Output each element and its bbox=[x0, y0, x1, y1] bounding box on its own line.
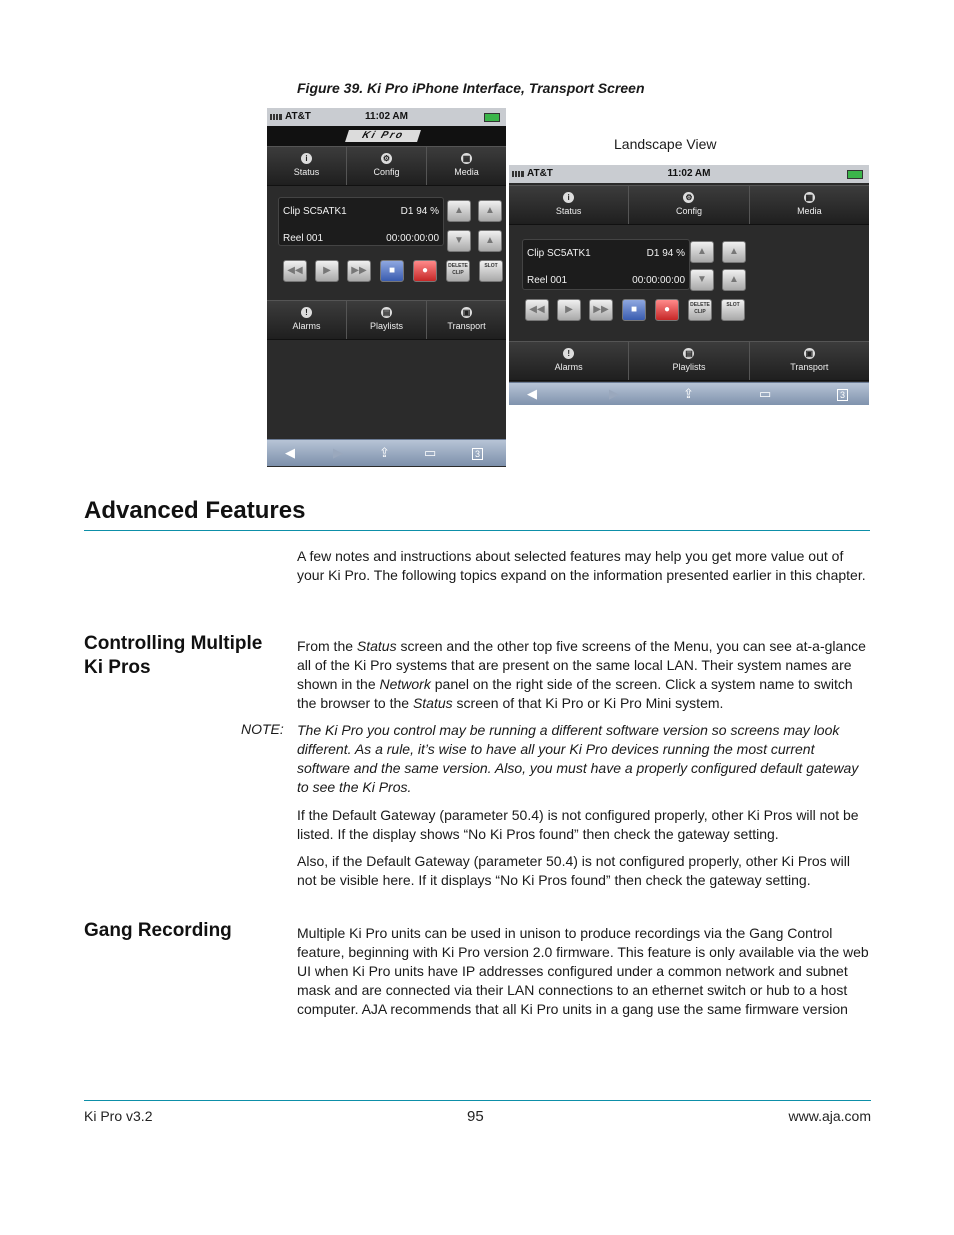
reel-up-button[interactable]: ▲ bbox=[722, 241, 746, 263]
gear-icon: ⚙ bbox=[685, 193, 693, 202]
clock-label: 11:02 AM bbox=[667, 168, 711, 179]
clip-info-panel bbox=[278, 197, 444, 246]
controlling-paragraph-2: If the Default Gateway (parameter 50.4) is not configured properly, other Ki Pros will not be listed. If the display shows “No Ki Pros found” then check the gateway setting. bbox=[297, 807, 859, 842]
landscape-view-label: Landscape View bbox=[614, 136, 717, 152]
back-icon[interactable]: ◀ bbox=[527, 386, 537, 401]
page-number: 95 bbox=[467, 1108, 484, 1125]
timecode: 00:00:00:00 bbox=[386, 233, 439, 244]
tab-alarms[interactable]: ! Alarms bbox=[509, 342, 629, 380]
controlling-paragraph-1: From the Status screen and the other top five screens of the Menu, you can see at-a-glance all of the Ki Pro systems that are present on the same local LAN. Their system names are shown in the Network panel on the right side of the screen. Click a system name to switch the browser to the Status screen of that Ki Pro or Ki Pro Mini system. bbox=[297, 638, 866, 711]
tabs-icon[interactable]: 3 bbox=[837, 389, 848, 401]
slot-button[interactable]: SLOT bbox=[721, 299, 745, 321]
clip-label: Clip bbox=[283, 206, 301, 217]
fast-forward-button[interactable]: ▶▶ bbox=[589, 299, 613, 321]
share-icon[interactable]: ⇪ bbox=[379, 445, 390, 460]
stop-button[interactable]: ■ bbox=[622, 299, 646, 321]
footer-website: www.aja.com bbox=[788, 1108, 871, 1124]
gang-recording-heading: Gang Recording bbox=[84, 920, 232, 941]
reel-value: 001 bbox=[550, 275, 568, 286]
reel-up-button-2[interactable]: ▲ bbox=[722, 269, 746, 291]
forward-icon[interactable]: ▶ bbox=[609, 386, 619, 401]
bookmarks-icon[interactable]: ▭ bbox=[424, 445, 437, 460]
play-button[interactable]: ▶ bbox=[315, 260, 339, 282]
rewind-button[interactable]: ◀◀ bbox=[283, 260, 307, 282]
gear-icon: ⚙ bbox=[382, 154, 391, 163]
safari-toolbar bbox=[267, 439, 506, 466]
warning-icon: ! bbox=[301, 307, 312, 318]
gang-recording-paragraph: Multiple Ki Pro units can be used in unison to produce recordings via the Gang Control feature, beginning with Ki Pro version 2.0 firmware. This feature is only available via the web UI when Ki Pro units have IP addresses configured under a common network and subnet mask and are connected via their LAN connections to an ethernet switch or hub to a host computer. AJA recommends that all Ki Pro units in a gang use the same firmware version bbox=[297, 925, 869, 1017]
clip-down-button[interactable]: ▼ bbox=[447, 230, 471, 252]
media-status: D1 94 % bbox=[400, 206, 439, 217]
ki-pro-logo: Ki Pro bbox=[345, 130, 421, 142]
bookmarks-icon[interactable]: ▭ bbox=[759, 386, 772, 401]
delete-clip-button[interactable]: DELETE CLIP bbox=[446, 260, 470, 282]
controlling-heading: Controlling Multiple Ki Pros bbox=[84, 633, 263, 678]
film-icon: ▤ bbox=[685, 349, 693, 358]
portrait-phone-screenshot bbox=[267, 108, 506, 467]
clip-down-button[interactable]: ▼ bbox=[690, 269, 714, 291]
clip-label: Clip bbox=[527, 248, 545, 259]
tab-alarms[interactable]: ! Alarms bbox=[267, 301, 347, 339]
logo-strip bbox=[267, 126, 506, 148]
rewind-button[interactable]: ◀◀ bbox=[525, 299, 549, 321]
section-title: Advanced Features bbox=[84, 497, 306, 524]
reel-up-button[interactable]: ▲ bbox=[478, 200, 502, 222]
landscape-phone-screenshot bbox=[509, 165, 869, 405]
media-status: D1 94 % bbox=[646, 248, 685, 259]
stop-button[interactable]: ■ bbox=[380, 260, 404, 282]
section-title-rule bbox=[84, 530, 870, 531]
back-icon[interactable]: ◀ bbox=[285, 445, 295, 460]
reel-value: 001 bbox=[306, 233, 324, 244]
note-text: The Ki Pro you control may be running a different software version so screens may look different. As a rule, it’s wise to have all your Ki Pro devices running the most current software and the same version. Also, you must have a properly configured default gateway to see the Ki Pros. bbox=[297, 722, 859, 795]
battery-icon bbox=[484, 113, 500, 122]
carrier-label: AT&T bbox=[527, 168, 553, 179]
reel-label: Reel bbox=[527, 275, 548, 286]
info-icon: i bbox=[563, 192, 574, 203]
clip-info-panel bbox=[522, 239, 690, 290]
record-button[interactable]: ● bbox=[655, 299, 679, 321]
warning-icon: ! bbox=[563, 348, 574, 359]
timecode: 00:00:00:00 bbox=[632, 275, 685, 286]
tab-playlists[interactable]: ▤ Playlists bbox=[629, 342, 749, 380]
forward-icon[interactable]: ▶ bbox=[333, 445, 343, 460]
clip-up-button[interactable]: ▲ bbox=[447, 200, 471, 222]
carrier-label: AT&T bbox=[285, 111, 311, 122]
controlling-paragraph-3: Also, if the Default Gateway (parameter 50.4) is not configured properly, other Ki Pros will not be visible here. If it displays “No Ki Pros found” then check the gateway setting. bbox=[297, 853, 850, 888]
play-button[interactable]: ▶ bbox=[557, 299, 581, 321]
top-tab-bar bbox=[267, 146, 506, 186]
safari-toolbar bbox=[509, 382, 869, 405]
bottom-tab-bar bbox=[267, 300, 506, 340]
intro-paragraph: A few notes and instructions about selected features may help you get more value out of your Ki Pro. The following topics expand on the information presented earlier in this chapter. bbox=[297, 548, 866, 583]
share-icon[interactable]: ⇪ bbox=[683, 386, 694, 401]
tabs-icon[interactable]: 3 bbox=[472, 448, 483, 460]
clip-name: SC5ATK1 bbox=[303, 206, 347, 217]
tab-transport[interactable]: ▣ Transport bbox=[790, 349, 829, 372]
tab-transport[interactable]: ▣ Transport bbox=[447, 308, 486, 331]
slot-button[interactable]: SLOT bbox=[479, 260, 503, 282]
transport-icon: ▣ bbox=[462, 308, 471, 317]
battery-icon bbox=[847, 170, 863, 179]
transport-icon: ▣ bbox=[805, 349, 814, 358]
delete-clip-button[interactable]: DELETE CLIP bbox=[688, 299, 712, 321]
footer-product: Ki Pro v3.2 bbox=[84, 1108, 153, 1124]
grid-icon: ▦ bbox=[462, 154, 471, 163]
bottom-tab-bar bbox=[509, 341, 869, 381]
footer-rule bbox=[84, 1100, 871, 1101]
reel-label: Reel bbox=[283, 233, 304, 244]
tab-media[interactable]: ▦ Media bbox=[454, 154, 479, 177]
record-button[interactable]: ● bbox=[413, 260, 437, 282]
tab-config[interactable]: ⚙ Config bbox=[347, 147, 427, 185]
clip-name: SC5ATK1 bbox=[547, 248, 591, 259]
film-icon: ▤ bbox=[382, 308, 391, 317]
tab-status[interactable]: i Status bbox=[267, 147, 347, 185]
tab-playlists[interactable]: ▤ Playlists bbox=[347, 301, 427, 339]
top-tab-bar bbox=[509, 185, 869, 225]
status-bar bbox=[509, 165, 869, 183]
note-label: NOTE: bbox=[241, 721, 284, 737]
reel-up-button-2[interactable]: ▲ bbox=[478, 230, 502, 252]
fast-forward-button[interactable]: ▶▶ bbox=[347, 260, 371, 282]
status-bar bbox=[267, 108, 506, 126]
info-icon: i bbox=[301, 153, 312, 164]
figure-caption: Figure 39. Ki Pro iPhone Interface, Transport Screen bbox=[297, 80, 645, 96]
tab-media[interactable]: ▦ Media bbox=[797, 193, 822, 216]
clock-label: 11:02 AM bbox=[365, 111, 408, 122]
clip-up-button[interactable]: ▲ bbox=[690, 241, 714, 263]
tab-status[interactable]: i Status bbox=[509, 186, 629, 224]
tab-config[interactable]: ⚙ Config bbox=[629, 186, 749, 224]
grid-icon: ▦ bbox=[805, 193, 814, 202]
